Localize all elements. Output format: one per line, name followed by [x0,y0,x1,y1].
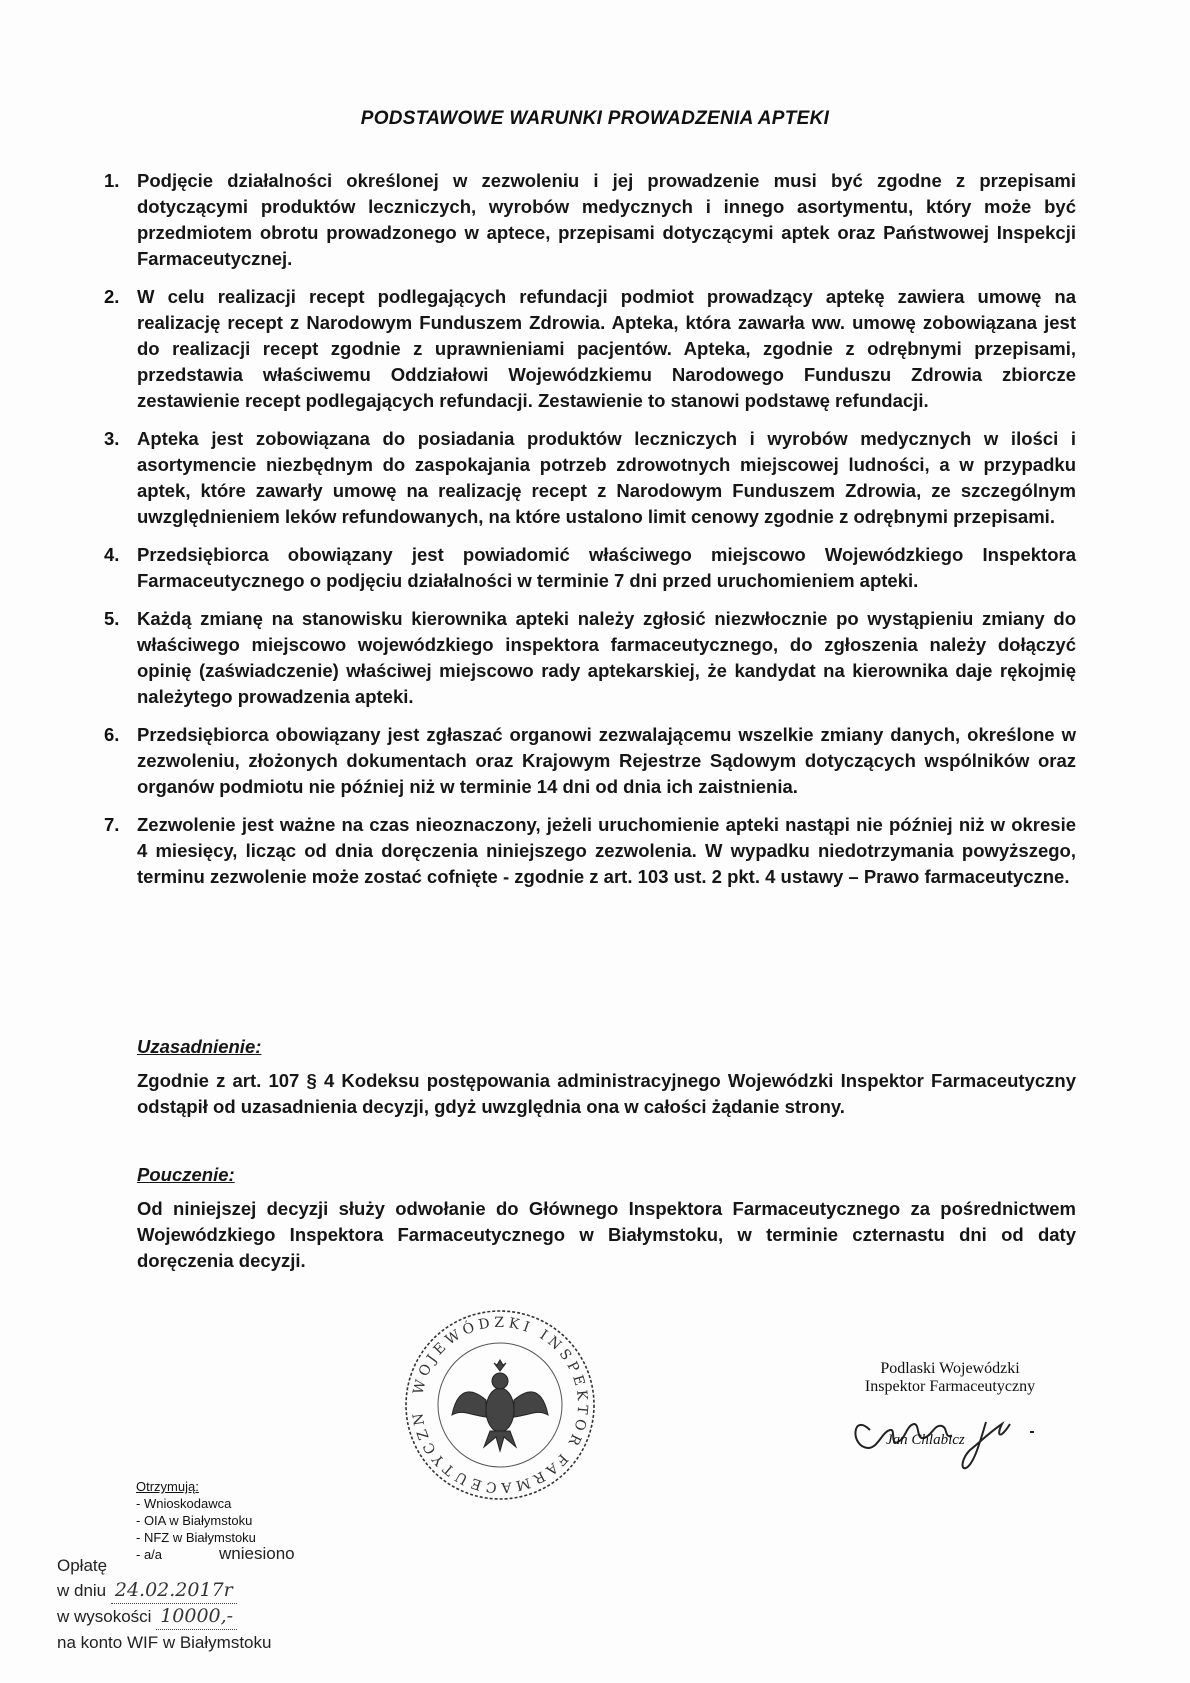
fee-label: wniesiono [219,1544,295,1563]
fee-date-value: 24.02.2017r [111,1578,237,1604]
condition-item [104,168,1076,272]
condition-number: 6. [104,724,120,745]
seal-graphic [400,1305,600,1505]
signature-area [820,1402,1080,1472]
fee-label: w dniu [57,1581,107,1600]
fee-amount-value: 10000,- [156,1604,237,1630]
condition-item [104,284,1076,414]
recipient-item: - NFZ w Białymstoku [136,1530,256,1545]
fee-label: Opłatę [57,1556,108,1575]
seal-ring-text: WOJEWÓDZKI INSPEKTOR FARMACEUTYCZN [409,1314,591,1496]
condition-number: 3. [104,428,120,449]
condition-number: 7. [104,814,120,835]
eagle-emblem-icon [452,1360,548,1451]
condition-text: W celu realizacji recept podlegających refundacji podmiot prowadzący aptekę zawiera umowę na realizację recept z Narodowym Funduszem Zdrowia. Apteka, która zawarła ww. umowę zobowiązana jest do realizacji recept zgodnie z uprawnieniami pacjentów. Apteka, zgodnie z odrębnymi przepisami, przedstawia właściwemu Oddziałowi Wojewódzkiemu Narodowego Funduszu Zdrowia zbiorcze zestawienie recept podlegających refundacji. Zestawienie to stanowi podstawę refundacji. [137,286,1076,411]
justification-heading: Uzasadnienie: [137,1036,262,1057]
instruction-heading: Pouczenie: [137,1164,235,1185]
fee-stamp [57,1544,295,1655]
fee-label: w wysokości [57,1607,152,1626]
conditions-list [104,168,1076,902]
condition-text: Każdą zmianę na stanowisku kierownika apteki należy zgłosić niezwłocznie po wystąpieniu zmiany do właściwego miejscowo wojewódzkiego inspektora farmaceutycznego, do zgłoszenia należy dołączyć opinię (zaświadczenie) właściwej miejscowo rady aptekarskiej, że kandydat na kierownika daje rękojmię należytego prowadzenia apteki. [137,608,1076,707]
fee-line [57,1544,295,1578]
condition-item [104,542,1076,594]
condition-text: Apteka jest zobowiązana do posiadania produktów leczniczych i wyrobów medycznych w ilości i asortymencie niezbędnym do zaspokajania potrzeb zdrowotnych miejscowej ludności, a w przypadku aptek, które zawarły umowę na realizację recept z Narodowym Funduszem Zdrowia, ze szczególnym uwzględnieniem leków refundowanych, na które ustalono limit cenowy zgodnie z odrębnymi przepisami. [137,428,1076,527]
recipients-heading: Otrzymują: [136,1479,199,1494]
condition-item [104,812,1076,890]
fee-line: na konto WIF w Białymstoku [57,1633,272,1652]
condition-item [104,722,1076,800]
condition-text: Podjęcie działalności określonej w zezwoleniu i jej prowadzenie musi być zgodne z przepisami dotyczącymi produktów leczniczych, wyrobów medycznych i innego asortymentu, który może być przedmiotem obrotu prowadzonego w aptece, przepisami dotyczącymi aptek oraz Państwowej Inspekcji Farmaceutycznej. [137,170,1076,269]
condition-text: Przedsiębiorca obowiązany jest zgłaszać organowi zezwalającemu wszelkie zmiany danych, określone w zezwoleniu, złożonych dokumentach oraz Krajowym Rejestrze Sądowym dotyczących wspólników oraz organów podmiotu nie później niż w terminie 14 dni od dnia ich zaistnienia. [137,724,1076,797]
official-seal [400,1305,600,1505]
fee-line [57,1604,271,1630]
condition-item [104,426,1076,530]
condition-item [104,606,1076,710]
document-title: PODSTAWOWE WARUNKI PROWADZENIA APTEKI [360,108,830,129]
fee-line [57,1578,271,1604]
condition-text: Zezwolenie jest ważne na czas nieoznaczony, jeżeli uruchomienie apteki nastąpi nie później niż w okresie 4 miesięcy, licząc od dnia doręczenia niniejszego zezwolenia. W wypadku niedotrzymania powyższego, terminu zezwolenie może zostać cofnięte - zgodnie z art. 103 ust. 2 pkt. 4 ustawy – Prawo farmaceutyczne. [137,814,1076,887]
signature-name: Jan Chlabicz [886,1432,965,1448]
signature-block [820,1360,1080,1472]
signature-office-line: Inspektor Farmaceutyczny [864,1378,1036,1395]
condition-text: Przedsiębiorca obowiązany jest powiadomić właściwego miejscowo Wojewódzkiego Inspektora Farmaceutycznego o podjęciu działalności w terminie 7 dni przed uruchomieniem apteki. [137,544,1076,591]
condition-number: 5. [104,608,120,629]
condition-number: 1. [104,170,120,191]
condition-number: 4. [104,544,120,565]
justification-text: Zgodnie z art. 107 § 4 Kodeksu postępowania administracyjnego Wojewódzki Inspektor Farmaceutyczny odstąpił od uzasadnienia decyzji, gdyż uwzględnia ona w całości żądanie strony. [137,1070,1076,1117]
recipient-item: - OIA w Białymstoku [136,1513,253,1528]
recipient-item: - Wnioskodawca [136,1496,232,1511]
condition-number: 2. [104,286,120,307]
recipient-item: - a/a [136,1547,163,1562]
signature-office-line: Podlaski Wojewódzki [880,1360,1020,1377]
instruction-text: Od niniejszej decyzji służy odwołanie do Głównego Inspektora Farmaceutycznego za pośrednictwem Wojewódzkiego Inspektora Farmaceutycznego w Białymstoku, w terminie czternastu dni od daty doręczenia decyzji. [137,1198,1076,1271]
